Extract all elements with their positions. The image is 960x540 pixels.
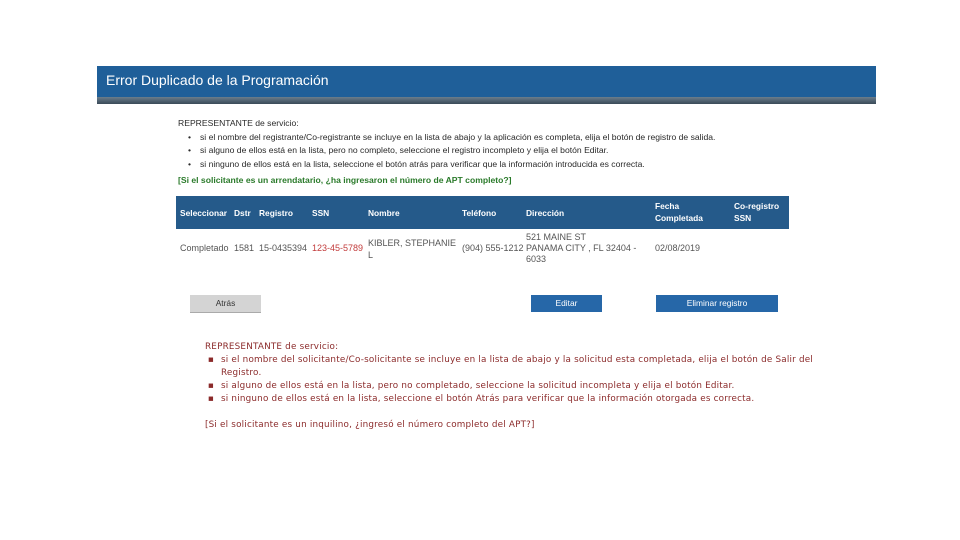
caption-item: ▪ si ninguno de ellos está en la lista, seleccione el botón Atrás para verificar que la información otorgada es correcta. xyxy=(221,393,815,406)
translation-caption xyxy=(205,341,815,406)
caption-item: ▪ si el nombre del solicitante/Co-solicitante se incluye en la lista de abajo y la solicitud esta completada, elija el botón de Salir del Registro. xyxy=(221,354,815,380)
cell-direccion-3: 6033 xyxy=(526,254,547,264)
cell-ssn: 123-45-5789 xyxy=(312,243,364,253)
instruction-item: • si alguno de ellos está en la lista, pero no completo, seleccione el registro incompleto y elija el botón Editar. xyxy=(200,144,715,158)
cell-fecha: 02/08/2019 xyxy=(655,243,701,253)
title-bar-strip xyxy=(97,97,876,104)
col-header-direccion: Dirección xyxy=(526,208,565,218)
window-title: Error Duplicado de la Programación xyxy=(106,72,329,88)
edit-button[interactable]: Editar xyxy=(531,295,602,312)
col-header-nombre: Nombre xyxy=(368,208,400,218)
cell-dstr: 1581 xyxy=(234,243,255,253)
instructions-heading: REPRESENTANTE de servicio: xyxy=(178,118,299,128)
col-header-dstr: Dstr xyxy=(234,208,251,218)
caption-list xyxy=(205,354,815,406)
col-header-registro: Registro xyxy=(259,208,293,218)
cell-registro: 15-0435394 xyxy=(259,243,308,253)
col-header-select: Seleccionar xyxy=(180,208,228,218)
cell-nombre: KIBLER, STEPHANIE xyxy=(368,238,457,248)
col-header-fecha: Fecha xyxy=(655,201,680,211)
caption-heading: REPRESENTANTE de servicio: xyxy=(205,342,339,352)
back-button[interactable]: Atrás xyxy=(190,295,261,313)
cell-direccion-2: PANAMA CITY , FL 32404 - xyxy=(526,243,637,253)
col-header-telefono: Teléfono xyxy=(462,208,497,218)
cell-select[interactable]: Completado xyxy=(180,243,229,253)
col-header-coregistro-2: SSN xyxy=(734,213,752,223)
title-bar xyxy=(97,66,876,97)
col-header-coregistro: Co-registro xyxy=(734,201,780,211)
cell-telefono: (904) 555-1212 xyxy=(462,243,524,253)
instruction-item: • si ninguno de ellos está en la lista, seleccione el botón atrás para verificar que la información introducida es correcta. xyxy=(200,158,715,172)
instruction-item: • si el nombre del registrante/Co-registrante se incluye en la lista de abajo y la aplicación es completa, elija el botón de registro de salida. xyxy=(200,131,715,145)
caption-question: [Si el solicitante es un inquilino, ¿ingresó el número completo del APT?] xyxy=(205,420,535,430)
col-header-fecha-2: Completada xyxy=(655,213,703,223)
delete-record-button[interactable]: Eliminar registro xyxy=(656,295,778,312)
cell-direccion: 521 MAINE ST xyxy=(526,232,587,242)
col-header-ssn: SSN xyxy=(312,208,330,218)
apt-question: [Si el solicitante es un arrendatario, ¿ha ingresaron el número de APT completo?] xyxy=(178,175,512,185)
caption-item: ▪ si alguno de ellos está en la lista, pero no completado, seleccione la solicitud incompleta y elija el botón Editar. xyxy=(221,380,815,393)
cell-nombre-2: L xyxy=(368,250,374,260)
rep-instructions xyxy=(178,117,715,171)
instructions-list xyxy=(178,131,715,172)
